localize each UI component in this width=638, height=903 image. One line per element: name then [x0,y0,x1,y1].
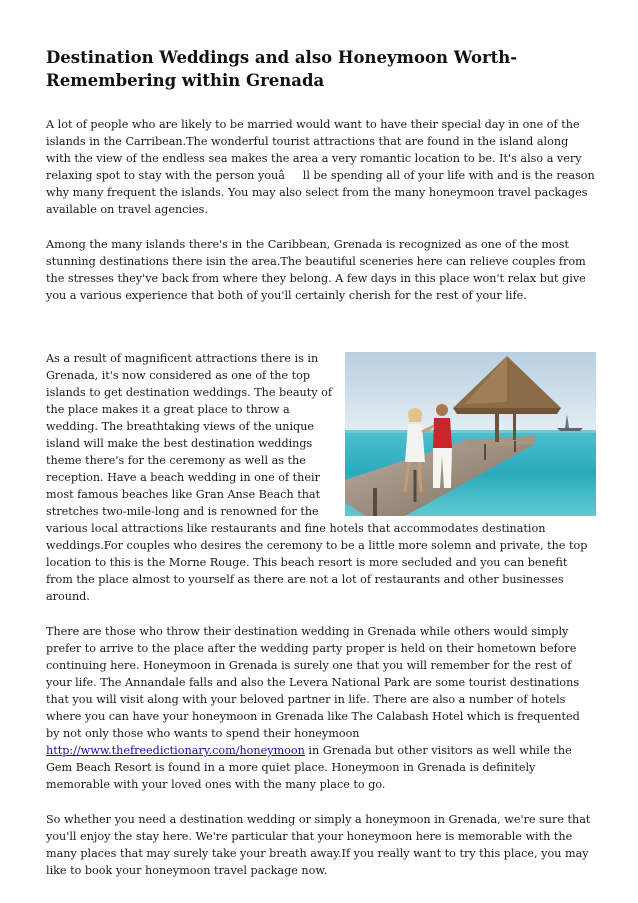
beach-photo-illustration [345,352,596,516]
paragraph-honeymoon-part1: There are those who throw their destination wedding in Grenada while others would simply prefer to arrive to the place after the wedding party proper is held on their hometown before continuing here. Honeymoon in Grenada is surely one that you will remember for the rest of your life. The Annandale falls and also the Levera National Park are some tourist destinations that you will visit along with your beloved partner in life. There are also a number of hotels where you can have your honeymoon in Grenada like The Calabash Hotel which is frequented by not only those who wants to spend their honeymoon [46,625,580,740]
paragraph-attractions: As a result of magnificent attractions there is in Grenada, it's now considered as one of the top islands to get destination weddings. The beauty of the place makes it a great place to throw a wedding. The breathtaking views of the unique island will make the best destination weddings theme there's for the ceremony as well as the reception. Have a beach wedding in one of their most famous beaches like Gran Anse Beach that stretches two-mile-long and is renowned for the various local attractions like restaurants and fine hotels that accommodates destination weddings.For couples who desires the ceremony to be a little more solemn and private, the top location to this is the Morne Rouge. This beach resort is more secluded and you can benefit from the place almost to yourself as there are not a lot of restaurants and other businesses around. [46,352,588,603]
paragraph-intro: A lot of people who are likely to be married would want to have their special day in one of the islands in the Carribean.The wonderful tourist attractions that are found in the island along with the view of the endless sea makes the area a very romantic location to be. It's also a very relaxing spot to stay with the person youâll be spending all of your life with and is the reason why many frequent the islands. You may also select from the many honeymoon travel packages available on travel agencies. [46,118,595,216]
paragraph-grenada: Among the many islands there's in the Caribbean, Grenada is recognized as one of the most stunning destinations there isin the area.The beautiful sceneries here can relieve couples from the stresses they've back from where they belong. A few days in this place won't relax but give you a various experience that both of you'll certainly cherish for the rest of your life. [46,238,586,302]
dictionary-link[interactable]: http://www.thefreedictionary.com/honeymoon [46,744,305,757]
paragraph-honeymoon [46,623,596,793]
beach-couple-photo [345,352,596,516]
paragraph-conclusion: So whether you need a destination wedding or simply a honeymoon in Grenada, we're sure that you'll enjoy the stay here. We're particular that your honeymoon here is memorable with the many places that may surely take your breath away.If you really want to try this place, you may like to book your honeymoon travel package now. [46,813,591,877]
document-page [46,46,596,897]
page-title: Destination Weddings and also Honeymoon Worth-Remembering within Grenada [46,48,518,90]
paragraph-honeymoon-part2: in Grenada but other visitors as well while the Gem Beach Resort is found in a more quiet place. Honeymoon in Grenada is definitely memorable with your loved ones with the many place to go. [46,744,572,791]
spacer [46,322,596,350]
